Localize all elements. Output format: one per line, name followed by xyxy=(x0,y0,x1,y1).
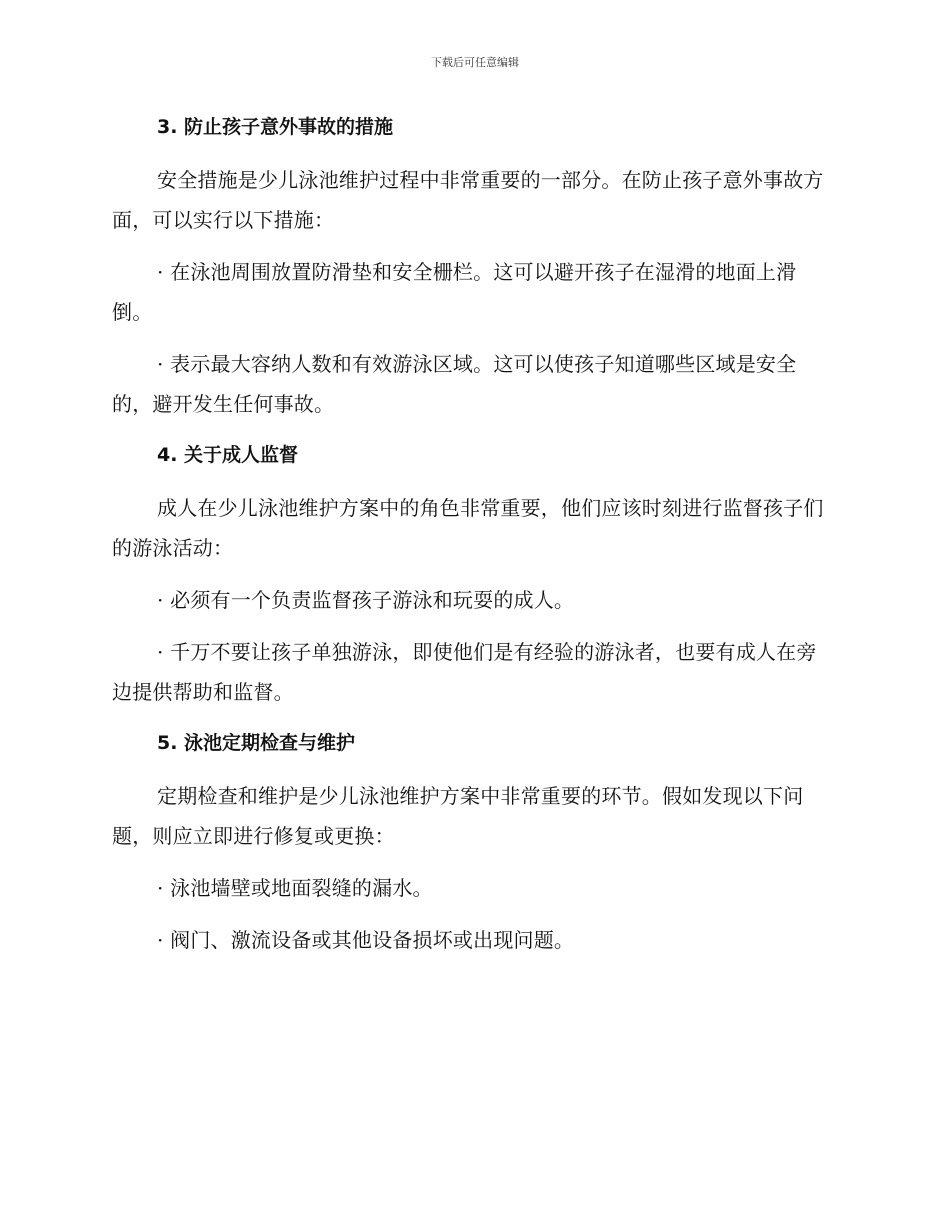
section-heading: 5. 泳池定期检查与维护 xyxy=(157,732,356,754)
section-3 xyxy=(112,108,834,424)
bullet-item: · 泳池墙壁或地面裂缝的漏水。 xyxy=(157,876,433,900)
bullet-item: · 在泳池周围放置防滑垫和安全栅栏。这可以避开孩子在湿滑的地面上滑倒。 xyxy=(112,260,797,324)
bullet-item: · 阀门、激流设备或其他设备损坏或出现问题。 xyxy=(157,928,575,952)
section-heading: 3. 防止孩子意外事故的措施 xyxy=(157,116,394,138)
document-body xyxy=(112,108,834,972)
section-heading: 4. 关于成人监督 xyxy=(157,444,299,466)
bullet-item: · 千万不要让孩子单独游泳，即使他们是有经验的游泳者，也要有成人在旁边提供帮助和监督。 xyxy=(112,640,817,704)
bullet-item: · 必须有一个负责监督孩子游泳和玩耍的成人。 xyxy=(157,588,575,612)
section-4 xyxy=(112,436,834,712)
bullet-item: · 表示最大容纳人数和有效游泳区域。这可以使孩子知道哪些区域是安全的，避开发生任何事故。 xyxy=(112,352,797,416)
page-header-note: 下载后可任意编辑 xyxy=(431,56,519,69)
section-paragraph: 安全措施是少儿泳池维护过程中非常重要的一部分。在防止孩子意外事故方面，可以实行以下措施： xyxy=(112,168,824,232)
section-5 xyxy=(112,724,834,960)
section-paragraph: 定期检查和维护是少儿泳池维护方案中非常重要的环节。假如发现以下问题，则应立即进行修复或更换： xyxy=(112,784,804,848)
section-paragraph: 成人在少儿泳池维护方案中的角色非常重要，他们应该时刻进行监督孩子们的游泳活动： xyxy=(112,496,824,560)
